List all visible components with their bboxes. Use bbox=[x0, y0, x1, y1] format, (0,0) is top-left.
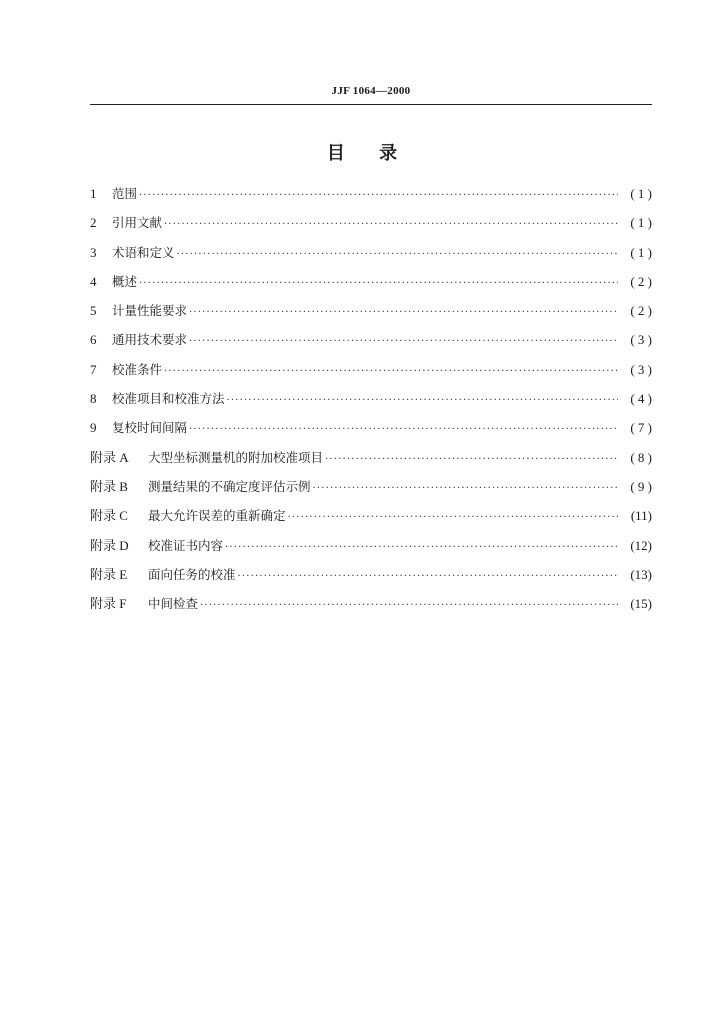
toc-entry-title: 计量性能要求 bbox=[112, 303, 188, 319]
toc-appendix-entry[interactable] bbox=[90, 592, 652, 621]
toc-entry-number: 附录 C bbox=[90, 508, 128, 524]
toc-leader-dots bbox=[238, 565, 618, 589]
toc-entry[interactable] bbox=[90, 358, 652, 387]
toc-entry-number: 5 bbox=[90, 303, 97, 319]
toc-entry-number: 附录 B bbox=[90, 478, 128, 494]
toc-entry-title: 通用技术要求 bbox=[112, 332, 188, 348]
toc-entry-number: 9 bbox=[90, 420, 97, 436]
toc-entry-number: 3 bbox=[90, 244, 97, 260]
toc-appendix-entry[interactable] bbox=[90, 504, 652, 533]
toc-entry-page: ( 3 ) bbox=[630, 332, 652, 348]
toc-leader-dots bbox=[313, 477, 618, 501]
toc-entry[interactable] bbox=[90, 387, 652, 416]
toc-entry-page: ( 9 ) bbox=[630, 478, 652, 494]
toc-entry-title: 引用文献 bbox=[112, 215, 163, 231]
toc-entry-number: 2 bbox=[90, 215, 97, 231]
toc-entry[interactable] bbox=[90, 211, 652, 240]
toc-entry-number: 8 bbox=[90, 391, 97, 407]
toc-entry[interactable] bbox=[90, 416, 652, 445]
header-rule bbox=[90, 104, 652, 105]
toc-entry-page: (15) bbox=[630, 596, 652, 612]
toc-entry-number: 附录 A bbox=[90, 449, 129, 465]
toc-entry-title: 最大允许误差的重新确定 bbox=[148, 508, 286, 524]
toc-entry-page: ( 3 ) bbox=[630, 361, 652, 377]
toc-leader-dots bbox=[139, 272, 618, 296]
toc-entry-title: 测量结果的不确定度评估示例 bbox=[148, 478, 311, 494]
toc-leader-dots bbox=[189, 418, 618, 442]
toc-appendix-entry[interactable] bbox=[90, 534, 652, 563]
toc-entry-page: (12) bbox=[630, 537, 652, 553]
toc-leader-dots bbox=[189, 301, 618, 325]
toc-entry-page: ( 4 ) bbox=[630, 391, 652, 407]
toc-leader-dots bbox=[164, 360, 618, 384]
toc-leader-dots bbox=[189, 330, 618, 354]
toc-leader-dots bbox=[164, 213, 618, 237]
toc-leader-dots bbox=[200, 594, 618, 618]
page-title: 目 录 bbox=[326, 143, 398, 164]
toc-entry-title: 面向任务的校准 bbox=[148, 566, 236, 582]
document-code: JJF 1064—2000 bbox=[331, 85, 411, 97]
toc-entry-page: ( 8 ) bbox=[630, 449, 652, 465]
toc-entry-title: 术语和定义 bbox=[112, 244, 175, 260]
toc-entry-page: ( 1 ) bbox=[630, 215, 652, 231]
toc-entry-title: 校准项目和校准方法 bbox=[112, 391, 225, 407]
toc-leader-dots bbox=[288, 506, 618, 530]
toc-entry-page: ( 7 ) bbox=[630, 420, 652, 436]
toc-entry-number: 4 bbox=[90, 273, 97, 289]
toc-entry-number: 附录 F bbox=[90, 596, 127, 612]
toc-entry-page: (11) bbox=[630, 508, 652, 524]
toc-entry-title: 复校时间间隔 bbox=[112, 420, 188, 436]
toc-appendix-entry[interactable] bbox=[90, 563, 652, 592]
toc-entry-title: 概述 bbox=[112, 273, 138, 289]
toc-entry[interactable] bbox=[90, 182, 652, 211]
toc-leader-dots bbox=[139, 184, 618, 208]
toc-entry-page: (13) bbox=[630, 566, 652, 582]
toc-entry-title: 校准条件 bbox=[112, 361, 163, 377]
toc-entry-title: 校准证书内容 bbox=[148, 537, 224, 553]
toc-appendix-entry[interactable] bbox=[90, 475, 652, 504]
toc-entry-number: 附录 E bbox=[90, 566, 128, 582]
toc-leader-dots bbox=[227, 389, 618, 413]
toc-entry-page: ( 2 ) bbox=[630, 303, 652, 319]
toc-leader-dots bbox=[325, 448, 618, 472]
toc-entry-number: 附录 D bbox=[90, 537, 129, 553]
toc-entry-page: ( 1 ) bbox=[630, 244, 652, 260]
toc-entry[interactable] bbox=[90, 299, 652, 328]
toc-entry[interactable] bbox=[90, 270, 652, 299]
toc-entry-title: 范围 bbox=[112, 186, 138, 201]
table-of-contents bbox=[90, 182, 652, 621]
toc-entry-number: 6 bbox=[90, 332, 97, 348]
toc-leader-dots bbox=[177, 243, 618, 267]
toc-entry-number: 1 bbox=[90, 186, 97, 201]
toc-entry[interactable] bbox=[90, 241, 652, 270]
toc-entry[interactable] bbox=[90, 328, 652, 357]
toc-entry-page: ( 1 ) bbox=[630, 186, 652, 201]
toc-appendix-entry[interactable] bbox=[90, 446, 652, 475]
toc-entry-page: ( 2 ) bbox=[630, 273, 652, 289]
toc-entry-title: 大型坐标测量机的附加校准项目 bbox=[148, 449, 324, 465]
toc-entry-title: 中间检查 bbox=[148, 596, 199, 612]
toc-entry-number: 7 bbox=[90, 361, 97, 377]
toc-leader-dots bbox=[225, 536, 618, 560]
